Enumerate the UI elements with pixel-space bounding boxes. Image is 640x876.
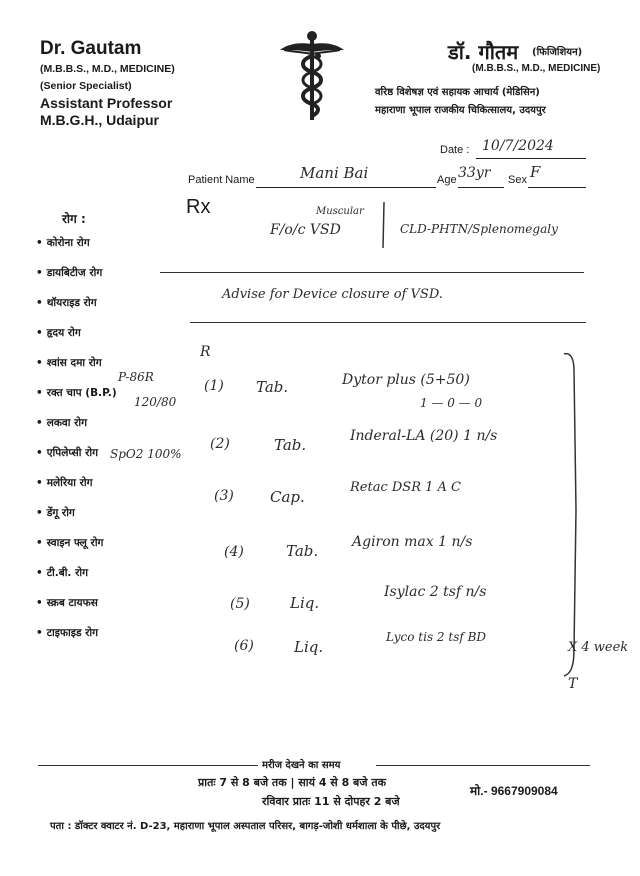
medicine-number: (5) <box>230 596 250 612</box>
disease-item: • डेंगू रोग <box>36 506 117 536</box>
disease-item: • एपिलेप्सी रोग <box>36 446 117 476</box>
medicine-bracket <box>560 350 590 680</box>
medicine-name: Retac DSR 1 A C <box>350 480 461 495</box>
institution-hindi: महाराणा भूपाल राजकीय चिकित्सालय, उदयपुर <box>375 105 546 116</box>
advice-note: Advise for Device closure of VSD. <box>222 287 443 302</box>
patient-name-value: Mani Bai <box>300 164 369 182</box>
medicine-form: Cap. <box>270 488 305 506</box>
disease-item: • टी.बी. रोग <box>36 566 117 596</box>
disease-item: • कोरोना रोग <box>36 236 117 266</box>
position-english: Assistant Professor <box>40 95 173 111</box>
rx-mark: R <box>200 344 211 360</box>
rx-symbol: Rx <box>186 196 211 218</box>
medicine-number: (4) <box>224 544 244 560</box>
medicine-number: (2) <box>210 436 230 452</box>
medicine-name: Dytor plus (5+50) <box>342 372 470 388</box>
footer-line-right <box>376 765 590 766</box>
diagnosis-divider <box>378 200 390 250</box>
date-value: 10/7/2024 <box>482 138 554 154</box>
medicine-form: Tab. <box>286 542 319 560</box>
pulse-value: P-86R <box>118 370 154 384</box>
patient-name-underline <box>256 187 436 188</box>
medicine-form: Tab. <box>256 378 289 396</box>
diagnosis-left: F/o/c VSD <box>270 222 341 238</box>
disease-item: • श्वांस दमा रोग <box>36 356 117 386</box>
muscular-note: Muscular <box>316 206 364 217</box>
sex-underline <box>528 187 586 188</box>
doctor-name-hindi: डॉ. गौतम <box>448 40 519 64</box>
disease-item: • रक्त चाप (B.P.) <box>36 386 117 416</box>
dose-note: 1 — 0 — 0 <box>420 396 483 410</box>
disease-item: • स्क्रब टायफस <box>36 596 117 626</box>
handwritten-line-2 <box>190 322 586 323</box>
age-label: Age <box>437 174 457 186</box>
disease-item: • डायबिटीज रोग <box>36 266 117 296</box>
position-hindi: वरिष्ठ विशेषज्ञ एवं सहायक आचार्य (मेडिसिन) <box>375 87 540 98</box>
timing-title: मरीज देखने का समय <box>262 760 341 771</box>
disease-item: • मलेरिया रोग <box>36 476 117 506</box>
age-value: 33yr <box>458 165 491 181</box>
timing-sunday: रविवार प्रातः 11 से दोपहर 2 बजे <box>262 795 400 808</box>
disease-item: • थॉयराइड रोग <box>36 296 117 326</box>
sex-value: F <box>530 163 541 181</box>
patient-name-label: Patient Name <box>188 174 255 186</box>
medicine-name: Lyco tis 2 tsf BD <box>386 630 487 644</box>
timing-weekday: प्रातः 7 से 8 बजे तक | सायं 4 से 8 बजे तक <box>198 776 387 789</box>
medicine-number: (6) <box>234 638 254 654</box>
medicine-name: Agiron max 1 n/s <box>352 534 473 550</box>
disease-item: • स्वाइन फ्लू रोग <box>36 536 117 566</box>
duration-note: X 4 week <box>568 640 629 655</box>
medicine-number: (3) <box>214 488 234 504</box>
bp-value: 120/80 <box>134 395 177 409</box>
medicine-name: Inderal-LA (20) 1 n/s <box>350 428 498 444</box>
footer-line-left <box>38 765 258 766</box>
institution-english: M.B.G.H., Udaipur <box>40 112 159 128</box>
caduceus-logo <box>280 30 344 122</box>
handwritten-line-1 <box>160 272 584 273</box>
date-underline <box>476 158 586 159</box>
clinic-address: पता : डॉक्टर क्वाटर नं. D-23, महाराणा भूपाल अस्पताल परिसर, बागड़-जोशी धर्मशाला के पीछे, उदयपुर <box>50 821 441 832</box>
qualifications-english: (M.B.B.S., M.D., MEDICINE) <box>40 63 175 75</box>
mobile-number: मो.- 9667909084 <box>470 784 558 798</box>
medicine-form: Liq. <box>290 594 320 612</box>
qualifications-right: (M.B.B.S., M.D., MEDICINE) <box>472 63 601 74</box>
medicine-number: (1) <box>204 378 224 394</box>
disease-list-title: रोग : <box>62 212 86 226</box>
medicine-form: Liq. <box>294 638 324 656</box>
sex-label: Sex <box>508 174 527 186</box>
medicine-name: Isylac 2 tsf n/s <box>384 584 487 600</box>
diagnosis-right: CLD-PHTN/Splenomegaly <box>400 222 558 236</box>
disease-list <box>36 236 117 656</box>
spo2-value: SpO2 100% <box>110 447 182 461</box>
disease-item: • टाइफाइड रोग <box>36 626 117 656</box>
disease-item: • हृदय रोग <box>36 326 117 356</box>
specialty-hindi: (फिजिशियन) <box>532 47 583 58</box>
medicine-form: Tab. <box>274 436 307 454</box>
date-label: Date : <box>440 144 470 156</box>
disease-item: • लकवा रोग <box>36 416 117 446</box>
doctor-name-english: Dr. Gautam <box>40 38 142 59</box>
designation-english: (Senior Specialist) <box>40 80 132 92</box>
duration-mark: T <box>568 676 578 692</box>
age-underline <box>458 187 504 188</box>
